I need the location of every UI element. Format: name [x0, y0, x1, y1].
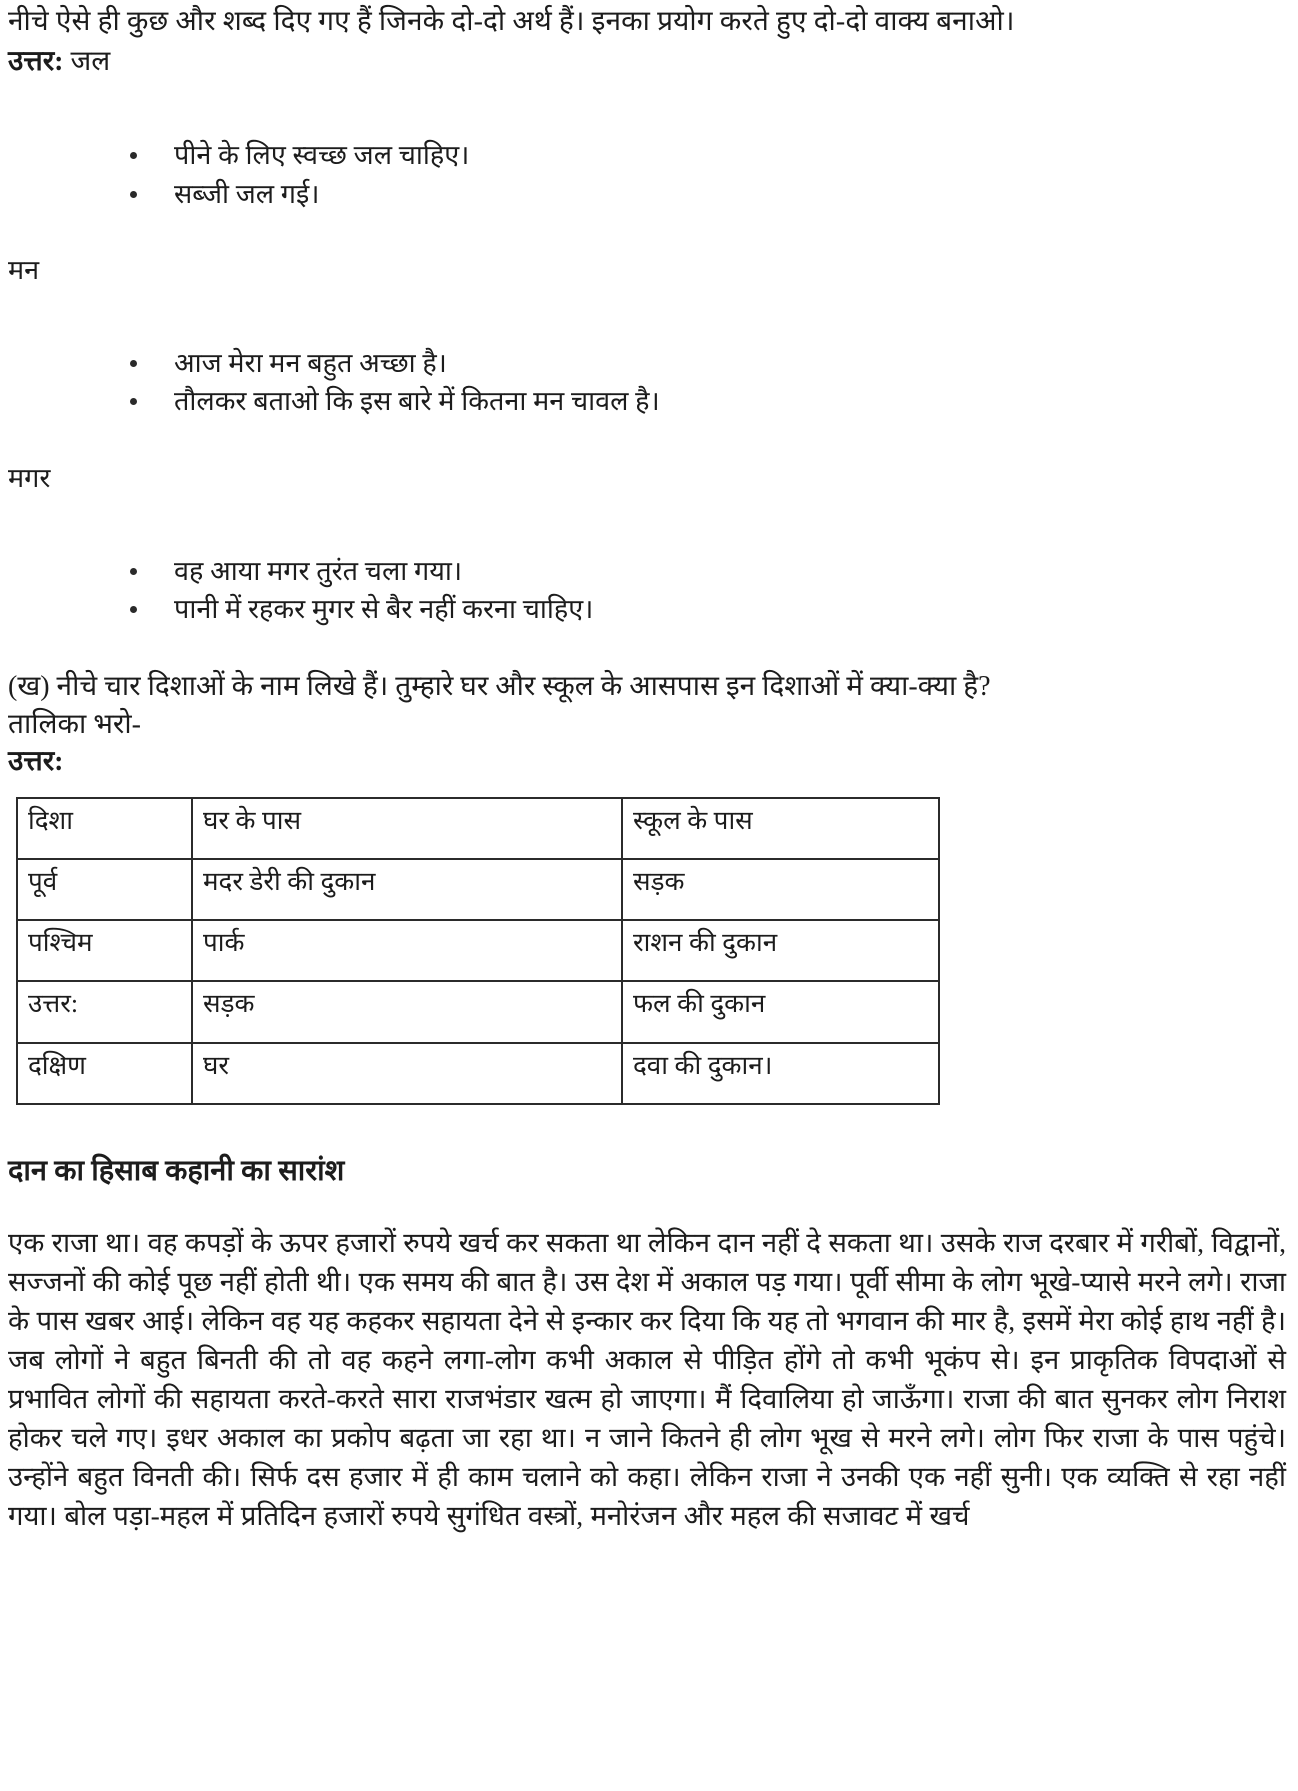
- sentence-list-man: [8, 344, 1286, 421]
- cell-near-school: दवा की दुकान।: [622, 1043, 939, 1104]
- table-row: [17, 859, 939, 920]
- sentence-list-magar: [8, 552, 1286, 629]
- question-a-prompt: नीचे ऐसे ही कुछ और शब्द दिए गए हैं जिनके दो-दो अर्थ हैं। इनका प्रयोग करते हुए दो-दो वाक्य बनाओ।: [8, 6, 1015, 37]
- list-item: वह आया मगर तुरंत चला गया।: [130, 552, 1286, 590]
- sentence-list-jal: [8, 136, 1286, 213]
- answer-label: उत्तर:: [8, 45, 64, 77]
- spacer: [8, 80, 1286, 136]
- list-item: पानी में रहकर मुगर से बैर नहीं करना चाहिए।: [130, 590, 1286, 628]
- table-row: [17, 981, 939, 1042]
- question-b-line2: तालिका भरो-: [8, 708, 141, 740]
- cell-near-home: पार्क: [192, 920, 622, 981]
- cell-near-school: सड़क: [622, 859, 939, 920]
- list-item: आज मेरा मन बहुत अच्छा है।: [130, 344, 1286, 382]
- spacer: [8, 288, 1286, 344]
- column-header-near-home: घर के पास: [192, 798, 622, 859]
- list-item: पीने के लिए स्वच्छ जल चाहिए।: [130, 136, 1286, 174]
- list-item: सब्जी जल गई।: [130, 175, 1286, 213]
- list-item: तौलकर बताओ कि इस बारे में कितना मन चावल है।: [130, 382, 1286, 420]
- question-b-answer-label: उत्तर:: [8, 746, 64, 778]
- cell-direction: पश्चिम: [17, 920, 192, 981]
- spacer: [8, 213, 1286, 253]
- table-row: [17, 1043, 939, 1104]
- cell-near-home: सड़क: [192, 981, 622, 1042]
- story-body: एक राजा था। वह कपड़ों के ऊपर हजारों रुपये खर्च कर सकता था लेकिन दान नहीं दे सकता था। उसके राज दरबार में गरीबों, विद्वानों, सज्जनों की कोई पूछ नहीं होती थी। एक समय की बात है। उस देश में अकाल पड़ गया। पूर्वी सीमा के लोग भूखे-प्यासे मरने लगे। राजा के पास खबर आई। लेकिन वह यह कहकर सहायता देने से इन्कार कर दिया कि यह तो भगवान की मार है, इसमें मेरा कोई हाथ नहीं है। जब लोगों ने बहुत बिनती की तो वह कहने लगा-लोग कभी अकाल से पीड़ित होंगे तो कभी भूकंप से। इन प्राकृतिक विपदाओं से प्रभावित लोगों की सहायता करते-करते सारा राजभंडार खत्म हो जाएगा। मैं दिवालिया हो जाऊँगा। राजा की बात सुनकर लोग निराश होकर चले गए। इधर अकाल का प्रकोप बढ़ता जा रहा था। न जाने कितने ही लोग भूख से मरने लगे। लोग फिर राजा के पास पहुंचे। उन्होंने बहुत विनती की। सिर्फ दस हजार में ही काम चलाने को कहा। लेकिन राजा ने उनकी एक नहीं सुनी। एक व्यक्ति से रहा नहीं गया। बोल पड़ा-महल में प्रतिदिन हजारों रुपये सुगंधित वस्त्रों, मनोरंजन और महल की सजावट में खर्च: [8, 1226, 1286, 1531]
- cell-direction: पूर्व: [17, 859, 192, 920]
- directions-table: [16, 797, 940, 1105]
- cell-near-home: मदर डेरी की दुकान: [192, 859, 622, 920]
- word-heading-man: मन: [8, 254, 40, 285]
- cell-near-home: घर: [192, 1043, 622, 1104]
- story-title: दान का हिसाब कहानी का सारांश: [8, 1154, 345, 1187]
- spacer: [8, 496, 1286, 552]
- cell-direction: दक्षिण: [17, 1043, 192, 1104]
- answer-line-jal: [8, 44, 1286, 80]
- cell-near-school: राशन की दुकान: [622, 920, 939, 981]
- column-header-direction: दिशा: [17, 798, 192, 859]
- table-header-row: [17, 798, 939, 859]
- question-b: [8, 668, 1286, 781]
- word-jal: जल: [70, 45, 111, 77]
- table-row: [17, 920, 939, 981]
- question-b-line1: (ख) नीचे चार दिशाओं के नाम लिखे हैं। तुम्हारे घर और स्कूल के आसपास इन दिशाओं में क्या-क्या है?: [8, 671, 991, 703]
- cell-near-school: फल की दुकान: [622, 981, 939, 1042]
- column-header-near-school: स्कूल के पास: [622, 798, 939, 859]
- word-heading-magar: मगर: [8, 462, 51, 493]
- spacer: [8, 628, 1286, 668]
- cell-direction: उत्तर:: [17, 981, 192, 1042]
- spacer: [8, 421, 1286, 461]
